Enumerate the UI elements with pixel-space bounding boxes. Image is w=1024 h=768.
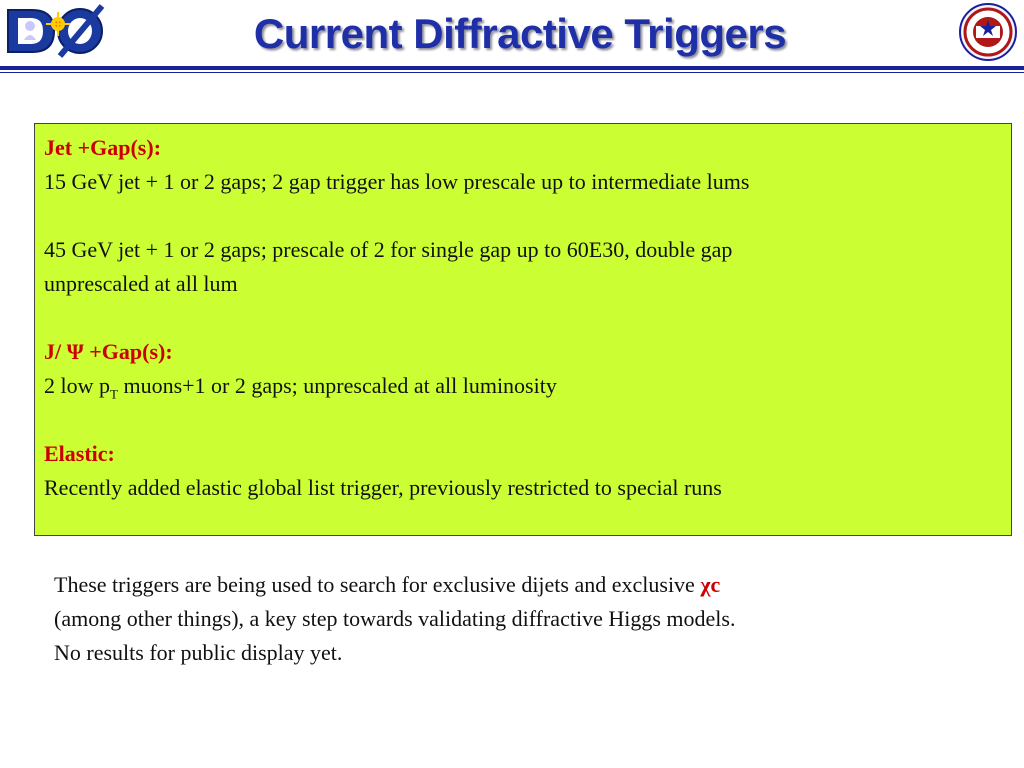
- university-seal: [958, 2, 1018, 62]
- note-line-3: No results for public display yet.: [54, 640, 343, 665]
- line-text: muons+1 or 2 gaps; unprescaled at all luminosity: [117, 373, 557, 398]
- section-line: unprescaled at all lum: [44, 271, 238, 296]
- section-heading-jpsi-gap: J/ Ψ +Gap(s):: [44, 339, 173, 364]
- section-heading-jet-gap: Jet +Gap(s):: [44, 135, 162, 160]
- section-line-jpsi: [44, 369, 1002, 403]
- spacer: [44, 403, 1002, 437]
- note-line-1: [54, 568, 974, 602]
- section-line: 45 GeV jet + 1 or 2 gaps; prescale of 2 for single gap up to 60E30, double gap: [44, 237, 733, 262]
- summary-note: [54, 568, 974, 670]
- dzero-logo-icon: [2, 2, 110, 60]
- title-underline-thick: [0, 66, 1024, 70]
- chi-c-highlight: χc: [700, 572, 721, 597]
- section-line: 15 GeV jet + 1 or 2 gaps; 2 gap trigger has low prescale up to intermediate lums: [44, 169, 750, 194]
- line-text: 2 low p: [44, 373, 110, 398]
- note-text: These triggers are being used to search for exclusive dijets and exclusive: [54, 572, 701, 597]
- section-line: Recently added elastic global list trigger, previously restricted to special runs: [44, 475, 722, 500]
- university-seal-icon: [958, 2, 1018, 62]
- note-line-2: (among other things), a key step towards validating diffractive Higgs models.: [54, 606, 736, 631]
- spacer: [44, 301, 1002, 335]
- section-heading-elastic: Elastic:: [44, 441, 115, 466]
- spacer: [44, 199, 1002, 233]
- dzero-logo: [2, 2, 110, 60]
- title-underline-thin: [0, 72, 1024, 73]
- trigger-panel: [34, 123, 1012, 536]
- subscript-t: T: [110, 386, 118, 402]
- slide-title: Current Diffractive Triggers: [253, 10, 787, 57]
